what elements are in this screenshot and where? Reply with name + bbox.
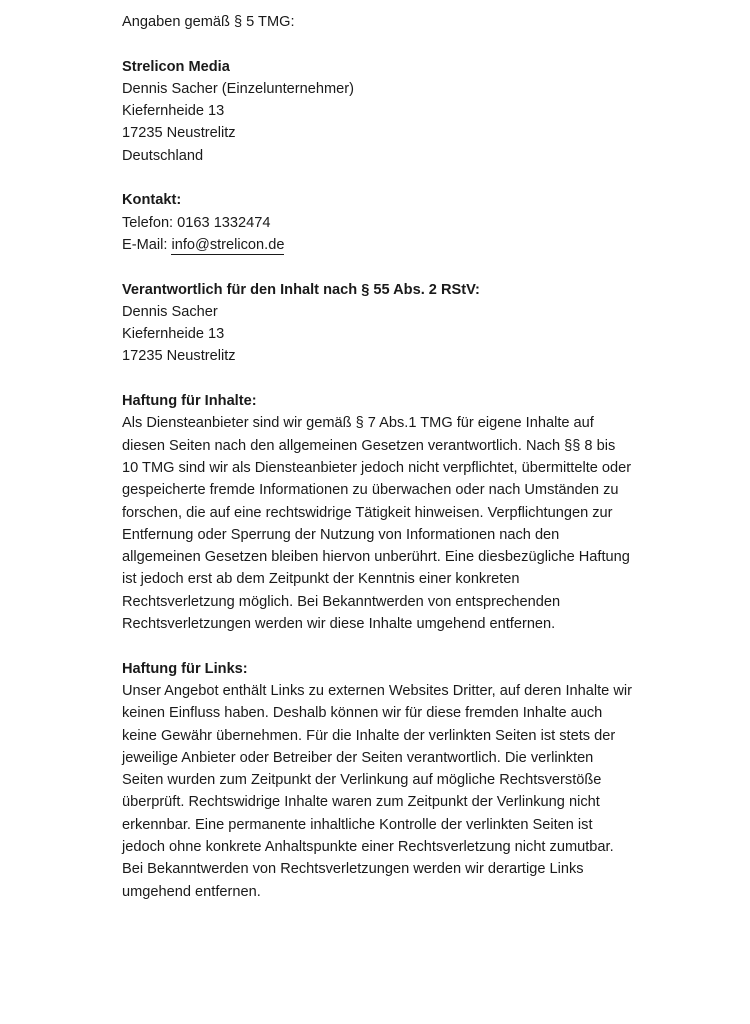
text-line: diesen Seiten nach den allgemeinen Gesetzen verantwortlich. Nach §§ 8 bis: [122, 437, 616, 454]
text-line: umgehend entfernen.: [122, 883, 261, 900]
text-line: ist jedoch erst ab dem Zeitpunkt der Kenntnis einer konkreten: [122, 571, 520, 588]
responsible-heading: Verantwortlich für den Inhalt nach § 55 Abs. 2 RStV:: [122, 281, 480, 298]
company-country: Deutschland: [122, 147, 204, 164]
text-line: keine Gewähr übernehmen. Für die Inhalte der verlinkten Seiten ist stets der: [122, 727, 616, 744]
text-line: allgemeinen Gesetzen bleiben hiervon unberührt. Eine diesbezügliche Haftung: [122, 549, 630, 566]
liability-content-heading: Haftung für Inhalte:: [122, 393, 257, 410]
text-line: jeweilige Anbieter oder Betreiber der Seiten verantwortlich. Die verlinkten: [122, 749, 594, 766]
imprint-intro: Angaben gemäß § 5 TMG:: [122, 14, 295, 30]
spacer: [122, 635, 642, 657]
responsible-city: 17235 Neustrelitz: [122, 348, 236, 365]
company-owner: Dennis Sacher (Einzelunternehmer): [122, 80, 354, 97]
company-street: Kiefernheide 13: [122, 103, 225, 120]
text-line: Seiten wurden zum Zeitpunkt der Verlinkung auf mögliche Rechtsverstöße: [122, 772, 602, 789]
text-line: jedoch ohne konkrete Anhaltspunkte einer Rechtsverletzung nicht zumutbar.: [122, 838, 614, 855]
responsible-name: Dennis Sacher: [122, 303, 218, 320]
text-line: forschen, die auf eine rechtswidrige Tätigkeit hinweisen. Verpflichtungen zur: [122, 504, 613, 521]
liability-content-text: [122, 412, 632, 635]
contact-phone: Telefon: 0163 1332474: [122, 214, 271, 231]
contact-email-label: E-Mail:: [122, 236, 172, 253]
contact-email-link[interactable]: info@strelicon.de: [171, 236, 285, 253]
text-line: Bei Bekanntwerden von Rechtsverletzungen werden wir derartige Links: [122, 861, 584, 878]
text-line: 10 TMG sind wir als Diensteanbieter jedoch nicht verpflichtet, übermittelte oder: [122, 459, 632, 476]
spacer: [122, 167, 642, 189]
contact-email-row: [122, 234, 642, 256]
responsible-street: Kiefernheide 13: [122, 326, 225, 343]
text-line: überprüft. Rechtswidrige Inhalte waren zum Zeitpunkt der Verlinkung nicht: [122, 794, 600, 811]
spacer: [122, 256, 642, 278]
text-line: Rechtsverletzungen werden wir diese Inhalte umgehend entfernen.: [122, 616, 556, 633]
liability-links-heading: Haftung für Links:: [122, 660, 248, 677]
spacer: [122, 368, 642, 390]
text-line: keinen Einfluss haben. Deshalb können wir für diese fremden Inhalte auch: [122, 705, 603, 722]
company-name: Strelicon Media: [122, 58, 230, 75]
text-line: Entfernung oder Sperrung der Nutzung von Informationen nach den: [122, 526, 560, 543]
text-line: Als Diensteanbieter sind wir gemäß § 7 Abs.1 TMG für eigene Inhalte auf: [122, 415, 594, 432]
imprint-document: [122, 11, 642, 903]
company-city: 17235 Neustrelitz: [122, 125, 236, 142]
text-line: Rechtsverletzung möglich. Bei Bekanntwerden von entsprechenden: [122, 593, 561, 610]
liability-links-text: [122, 680, 632, 903]
text-line: erkennbar. Eine permanente inhaltliche Kontrolle der verlinkten Seiten ist: [122, 816, 593, 833]
spacer: [122, 33, 642, 55]
contact-heading: Kontakt:: [122, 192, 182, 209]
text-line: Unser Angebot enthält Links zu externen Websites Dritter, auf deren Inhalte wir: [122, 682, 632, 699]
text-line: gespeicherte fremde Informationen zu überwachen oder nach Umständen zu: [122, 482, 619, 499]
